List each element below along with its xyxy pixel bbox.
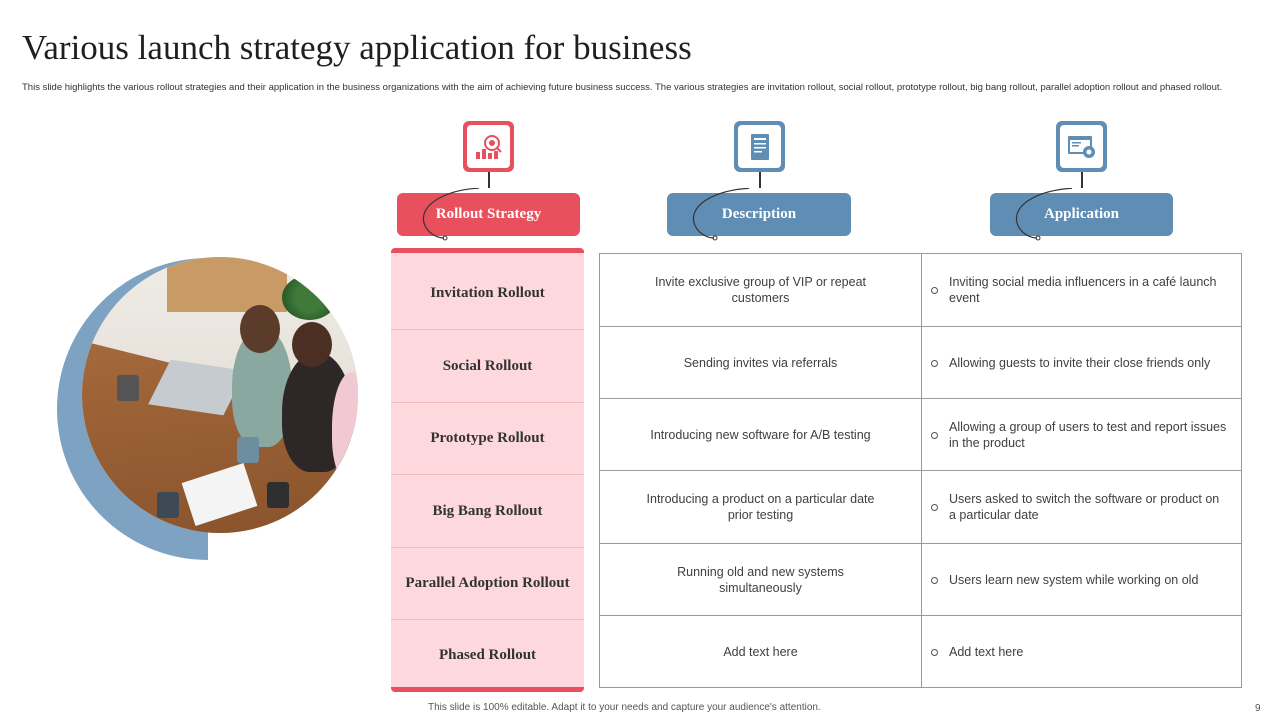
application-text: Allowing guests to invite their close friends only [949,356,1211,370]
description-cell: Sending invites via referrals [683,356,838,370]
description-cell: Running old and new systems simultaneously [677,565,844,595]
strategy-cell: Big Bang Rollout [432,502,543,519]
application-cell [922,327,1241,399]
bullet-circle-icon [931,432,938,439]
description-cell: Add text here [723,645,798,659]
team-meeting-photo [82,257,358,533]
application-text: Add text here [949,645,1024,659]
bullet-circle-icon [931,649,938,656]
description-cell: Invite exclusive group of VIP or repeat customers [655,275,866,305]
application-cell [922,616,1241,688]
rollout-table [599,253,1242,688]
header-application [990,193,1173,236]
strategy-cell: Invitation Rollout [430,284,545,301]
header-label: Rollout Strategy [435,206,542,222]
table-row [600,398,1241,470]
application-text: Inviting social media influencers in a café launch event [949,275,1217,305]
application-cell [922,399,1241,471]
application-cell [922,254,1241,326]
bullet-circle-icon [931,577,938,584]
strategy-cell: Parallel Adoption Rollout [405,574,570,591]
strategy-column [391,248,584,692]
application-text: Users asked to switch the software or product on a particular date [949,492,1220,522]
application-text: Users learn new system while working on old [949,573,1199,587]
application-text: Allowing a group of users to test and report issues in the product [949,420,1227,450]
slide-title: Various launch strategy application for business [22,28,692,67]
page-number: 9 [1255,703,1261,714]
table-row [600,543,1241,615]
growth-chart-icon [463,121,514,172]
strategy-cell: Phased Rollout [438,646,537,663]
table-row [600,470,1241,542]
slide-subtitle: This slide highlights the various rollout strategies and their application in the business organizations with the aim of achieving future business success. The various strategies are invitation rollout, social rollout, prototype rollout, big bang rollout, parallel adoption rollout and phased rollout. [22,82,1223,93]
bullet-circle-icon [931,360,938,367]
header-label: Application [1043,206,1119,222]
browser-settings-icon [1056,121,1107,172]
document-icon [734,121,785,172]
application-cell [922,544,1241,616]
footer-note: This slide is 100% editable. Adapt it to your needs and capture your audience's attention. [428,702,821,713]
header-rollout-strategy [397,193,580,236]
header-description [667,193,851,236]
strategy-cell: Social Rollout [442,357,533,374]
description-cell: Introducing a product on a particular date prior testing [646,492,875,522]
connector-line [1081,172,1083,188]
header-label: Description [721,206,797,222]
bullet-circle-icon [931,287,938,294]
table-row [600,615,1241,687]
connector-line [488,172,490,188]
bullet-circle-icon [931,504,938,511]
table-row [600,326,1241,398]
description-cell: Introducing new software for A/B testing [650,428,871,442]
connector-line [759,172,761,188]
application-cell [922,471,1241,543]
strategy-cell: Prototype Rollout [430,429,545,446]
table-row [600,254,1241,326]
